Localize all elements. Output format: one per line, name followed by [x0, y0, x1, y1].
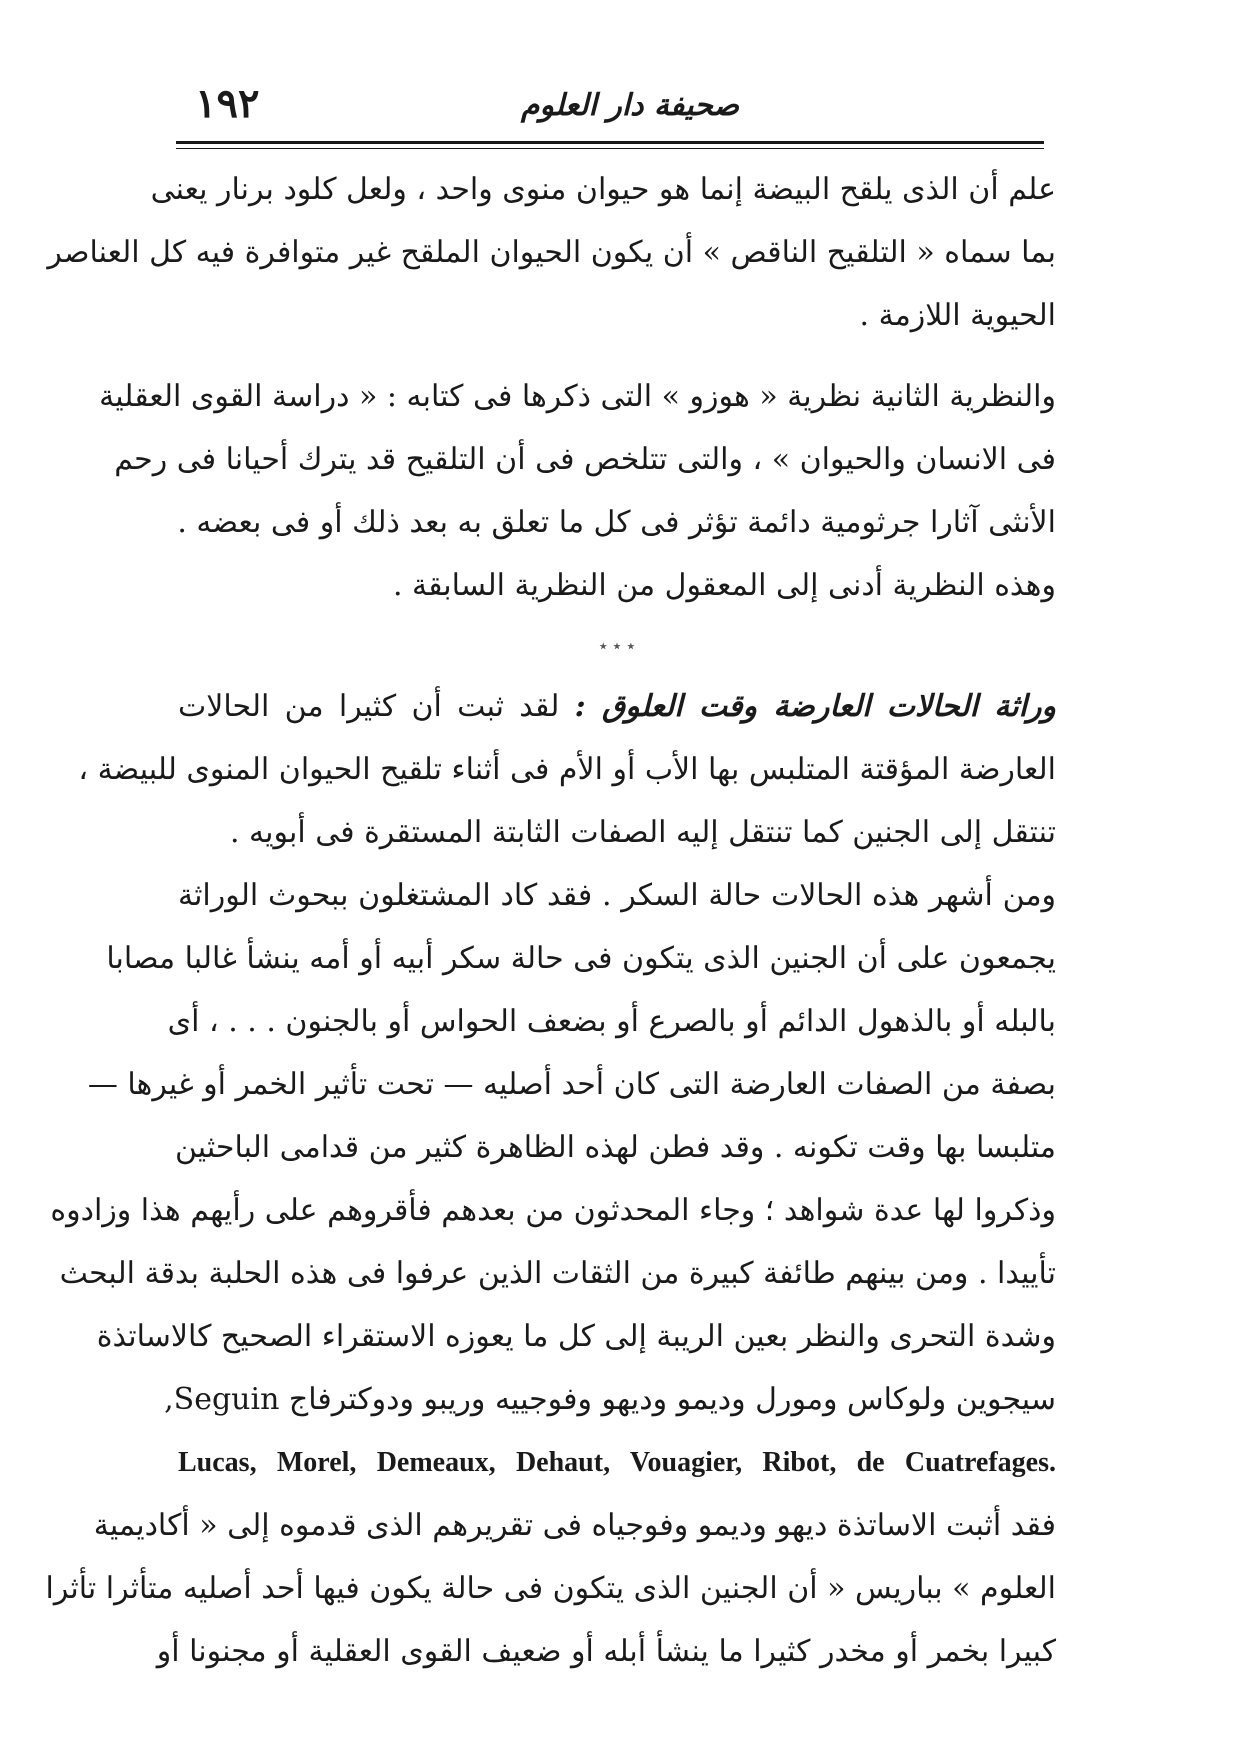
- header-rule-thin: [176, 148, 1044, 149]
- section-ornament: ٭ ٭ ٭: [598, 636, 636, 655]
- text-line: وشدة التحرى والنظر بعين الريبة إلى كل ما يعوزه الاستقراء الصحيح كالاساتذة: [96, 1319, 1056, 1354]
- paragraph-1: [47, 158, 1056, 347]
- text-line: بصفة من الصفات العارضة التى كان أحد أصليه — تحت تأثير الخمر أو غيرها —: [87, 1067, 1056, 1102]
- text-line: فقد أثبت الاساتذة ديهو وديمو وفوجياه فى تقريرهم الذى قدموه إلى « أكاديمية: [93, 1508, 1056, 1543]
- text-line: متلبسا بها وقت تكونه . وقد فطن لهذه الظاهرة كثير من قدامى الباحثين: [174, 1130, 1056, 1165]
- text-line: ومن أشهر هذه الحالات حالة السكر . فقد كاد المشتغلون ببحوث الوراثة: [178, 878, 1056, 913]
- text-line: وذكروا لها عدة شواهد ؛ وجاء المحدثون من بعدهم فأقروهم على رأيهم هذا وزادوه: [50, 1193, 1056, 1228]
- text-line: العارضة المؤقتة المتلبس بها الأب أو الأم فى أثناء تلقيح الحيوان المنوى للبيضة ،: [78, 752, 1056, 787]
- latin-names-line: Lucas, Morel, Demeaux, Dehaut, Vouagier, Ribot, de Cuatrefages.: [178, 1447, 1056, 1478]
- text-line: بالبله أو بالذهول الدائم أو بالصرع أو بضعف الحواس أو بالجنون . . . ، أى: [167, 1004, 1056, 1039]
- text-line: تأييدا . ومن بينهم طائفة كبيرة من الثقات الذين عرفوا فى هذه الحلبة بدقة البحث: [59, 1256, 1056, 1291]
- text-line: يجمعون على أن الجنين الذى يتكون فى حالة سكر أبيه أو أمه ينشأ غالبا مصابا: [106, 941, 1056, 976]
- text-line: الحيوية اللازمة .: [859, 298, 1056, 333]
- header-rule: [176, 141, 1044, 144]
- text-line: سيجوين ولوكاس ومورل وديمو وديهو وفوجييه وريبو ودوكترفاج Seguin,: [164, 1382, 1056, 1417]
- running-title: صحيفة دار العلوم: [520, 88, 740, 123]
- page-body: [45, 158, 1056, 1683]
- text-line: بما سماه « التلقيح الناقص » أن يكون الحيوان الملقح غير متوافرة فيه كل العناصر: [47, 235, 1056, 270]
- section-inherited-states: [78, 675, 1056, 864]
- text-line: علم أن الذى يلقح البيضة إنما هو حيوان منوى واحد ، ولعل كلود برنار يعنى: [150, 172, 1056, 207]
- text-line: والنظرية الثانية نظرية « هوزو » التى ذكرها فى كتابه : « دراسة القوى العقلية: [99, 379, 1056, 414]
- paragraph-2: [99, 365, 1056, 617]
- paragraph-4: [45, 1494, 1056, 1683]
- text-line: الأنثى آثارا جرثومية دائمة تؤثر فى كل ما تعلق به بعد ذلك أو فى بعضه .: [177, 505, 1056, 540]
- text-line: تنتقل إلى الجنين كما تنتقل إليه الصفات الثابتة المستقرة فى أبويه .: [229, 815, 1056, 850]
- text-line: العلوم » بباريس « أن الجنين الذى يتكون فى حالة يكون فيها أحد أصليه متأثرا تأثرا: [45, 1571, 1056, 1606]
- text-line: [178, 675, 1056, 738]
- text-line: فى الانسان والحيوان » ، والتى تتلخص فى أن التلقيح قد يترك أحيانا فى رحم: [114, 442, 1056, 477]
- text-line: وهذه النظرية أدنى إلى المعقول من النظرية السابقة .: [392, 568, 1056, 603]
- section-first-line: لقد ثبت أن كثيرا من الحالات: [178, 689, 560, 724]
- section-heading: وراثة الحالات العارضة وقت العلوق :: [574, 689, 1056, 724]
- page-number: ١٩٢: [195, 80, 260, 127]
- paragraph-3: [50, 864, 1056, 1494]
- text-line: كبيرا بخمر أو مخدر كثيرا ما ينشأ أبله أو ضعيف القوى العقلية أو مجنونا أو: [156, 1634, 1056, 1669]
